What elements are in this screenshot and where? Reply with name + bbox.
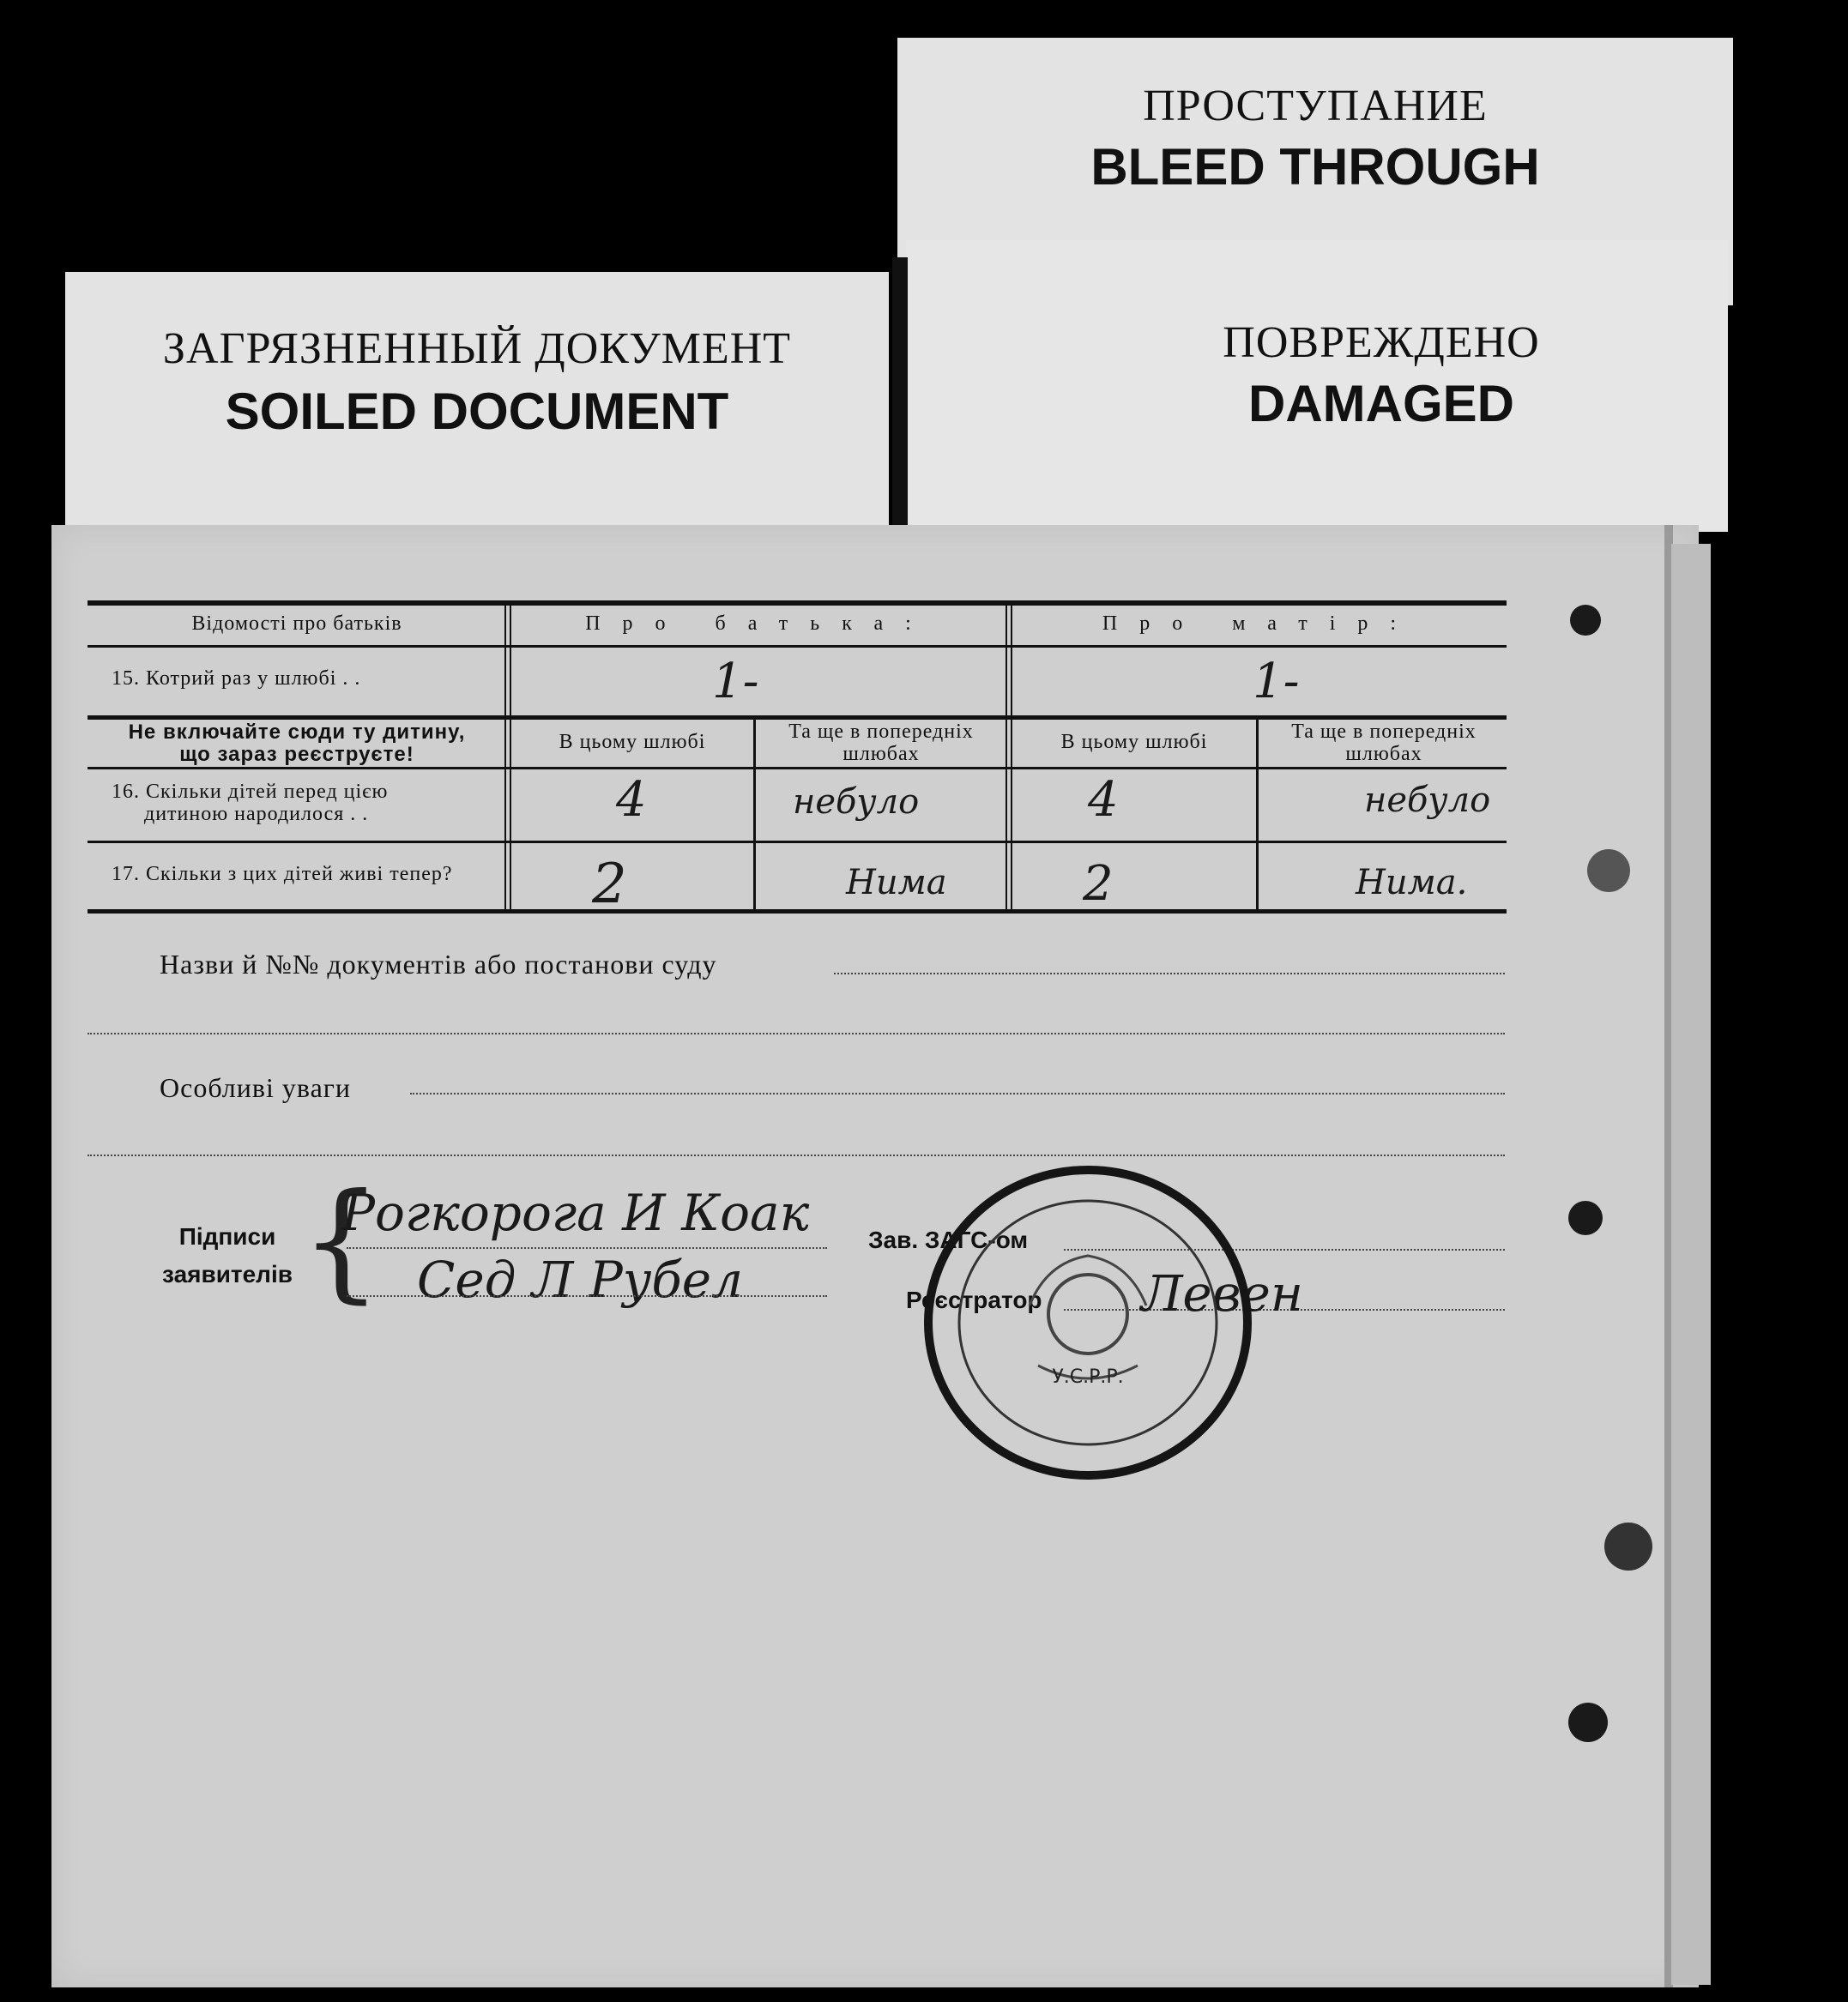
row-16-father-prev: небуло: [793, 782, 920, 822]
row-16-label-line2: дитиною народилося . .: [144, 803, 369, 825]
row-17-father-this: 2: [592, 853, 627, 916]
father-col-this-marriage: В цьому шлюбі: [559, 731, 706, 753]
signature-line-1: [347, 1247, 827, 1249]
documents-label: Назви й №№ документів або постанови суду: [160, 949, 717, 980]
applicant-signature-2: Сед Л Рубел: [417, 1251, 744, 1309]
registrar-signature: Левен: [1141, 1264, 1304, 1323]
page-edge-strip: [1671, 544, 1711, 1985]
registrar-label: Реєстратор: [906, 1287, 1042, 1313]
bleed-through-label-ru: ПРОСТУПАНИЕ: [1143, 81, 1488, 130]
documents-dotted-line: [834, 973, 1505, 974]
row-17-father-prev: Нима: [846, 863, 947, 902]
header-parents-info: Відомості про батьків: [191, 612, 402, 635]
table-bottom-rule: [88, 909, 1507, 914]
table-top-rule: [88, 600, 1507, 606]
mother-col-prev-line2: шлюбах: [1345, 743, 1422, 765]
row-16-mother-prev: небуло: [1364, 781, 1491, 820]
applicants-label-line2: заявителів: [162, 1261, 293, 1287]
stamp-center-text: У.С.Р.Р.: [1052, 1366, 1124, 1388]
table-rule: [88, 715, 1507, 720]
binder-hole: [1570, 605, 1601, 636]
damaged-card: [906, 240, 1728, 532]
binder-hole: [1604, 1523, 1652, 1571]
remarks-label: Особливі уваги: [160, 1072, 352, 1103]
binder-hole: [1568, 1201, 1603, 1235]
father-col-prev-line1: Та ще в попередніх: [788, 721, 974, 743]
row-17-label: 17. Скільки з цих дітей живі тепер?: [112, 863, 453, 885]
damaged-label-ru: ПОВРЕЖДЕНО: [1223, 318, 1540, 367]
note-line-2: що зараз реєструєте!: [179, 743, 414, 766]
remarks-dotted-line: [410, 1093, 1505, 1094]
mother-col-prev-line1: Та ще в попередніх: [1291, 721, 1477, 743]
soiled-label-en: SOILED DOCUMENT: [225, 383, 729, 440]
note-line-1: Не включайте сюди ту дитину,: [128, 721, 466, 744]
table-rule: [88, 841, 1507, 843]
card-divider: [892, 257, 908, 527]
signature-line-2: [347, 1295, 827, 1297]
table-rule: [88, 645, 1507, 648]
father-col-prev-line2: шлюбах: [842, 743, 920, 765]
table-column-rule: [753, 717, 756, 911]
table-column-rule: [1006, 606, 1012, 911]
binder-hole: [1587, 849, 1630, 892]
row-17-mother-this: 2: [1083, 856, 1114, 912]
binder-hole: [1568, 1703, 1608, 1742]
documents-dotted-line-2: [88, 1033, 1505, 1034]
brace-symbol: {: [300, 1167, 383, 1316]
row-15-father-value: 1-: [712, 654, 759, 709]
row-16-father-this: 4: [616, 772, 647, 828]
applicants-label-line1: Підписи: [178, 1223, 276, 1250]
row-15-label: 15. Котрий раз у шлюбі . .: [112, 667, 361, 690]
damaged-label-en: DAMAGED: [1248, 375, 1514, 432]
mother-col-this-marriage: В цьому шлюбі: [1060, 731, 1208, 753]
header-father: Про батька:: [585, 612, 933, 635]
remarks-dotted-line-2: [88, 1155, 1505, 1156]
bleed-through-label-en: BLEED THROUGH: [1090, 138, 1540, 196]
row-16-mother-this: 4: [1088, 772, 1119, 828]
applicant-signature-1: Рогкорога И Коак: [341, 1184, 810, 1242]
row-16-label-line1: 16. Скільки дітей перед цією: [112, 781, 389, 803]
official-seal-stamp: [918, 1160, 1258, 1486]
soiled-label-ru: ЗАГРЯЗНЕННЫЙ ДОКУМЕНТ: [162, 324, 792, 373]
row-17-mother-prev: Нима.: [1356, 863, 1468, 902]
header-mother: Про матір:: [1102, 612, 1419, 635]
table-column-rule: [1256, 717, 1259, 911]
table-rule: [88, 767, 1507, 769]
soiled-document-card: [65, 272, 889, 542]
head-of-registry-label: Зав. ЗАГС-ом: [868, 1227, 1029, 1253]
row-15-mother-value: 1-: [1253, 654, 1300, 709]
